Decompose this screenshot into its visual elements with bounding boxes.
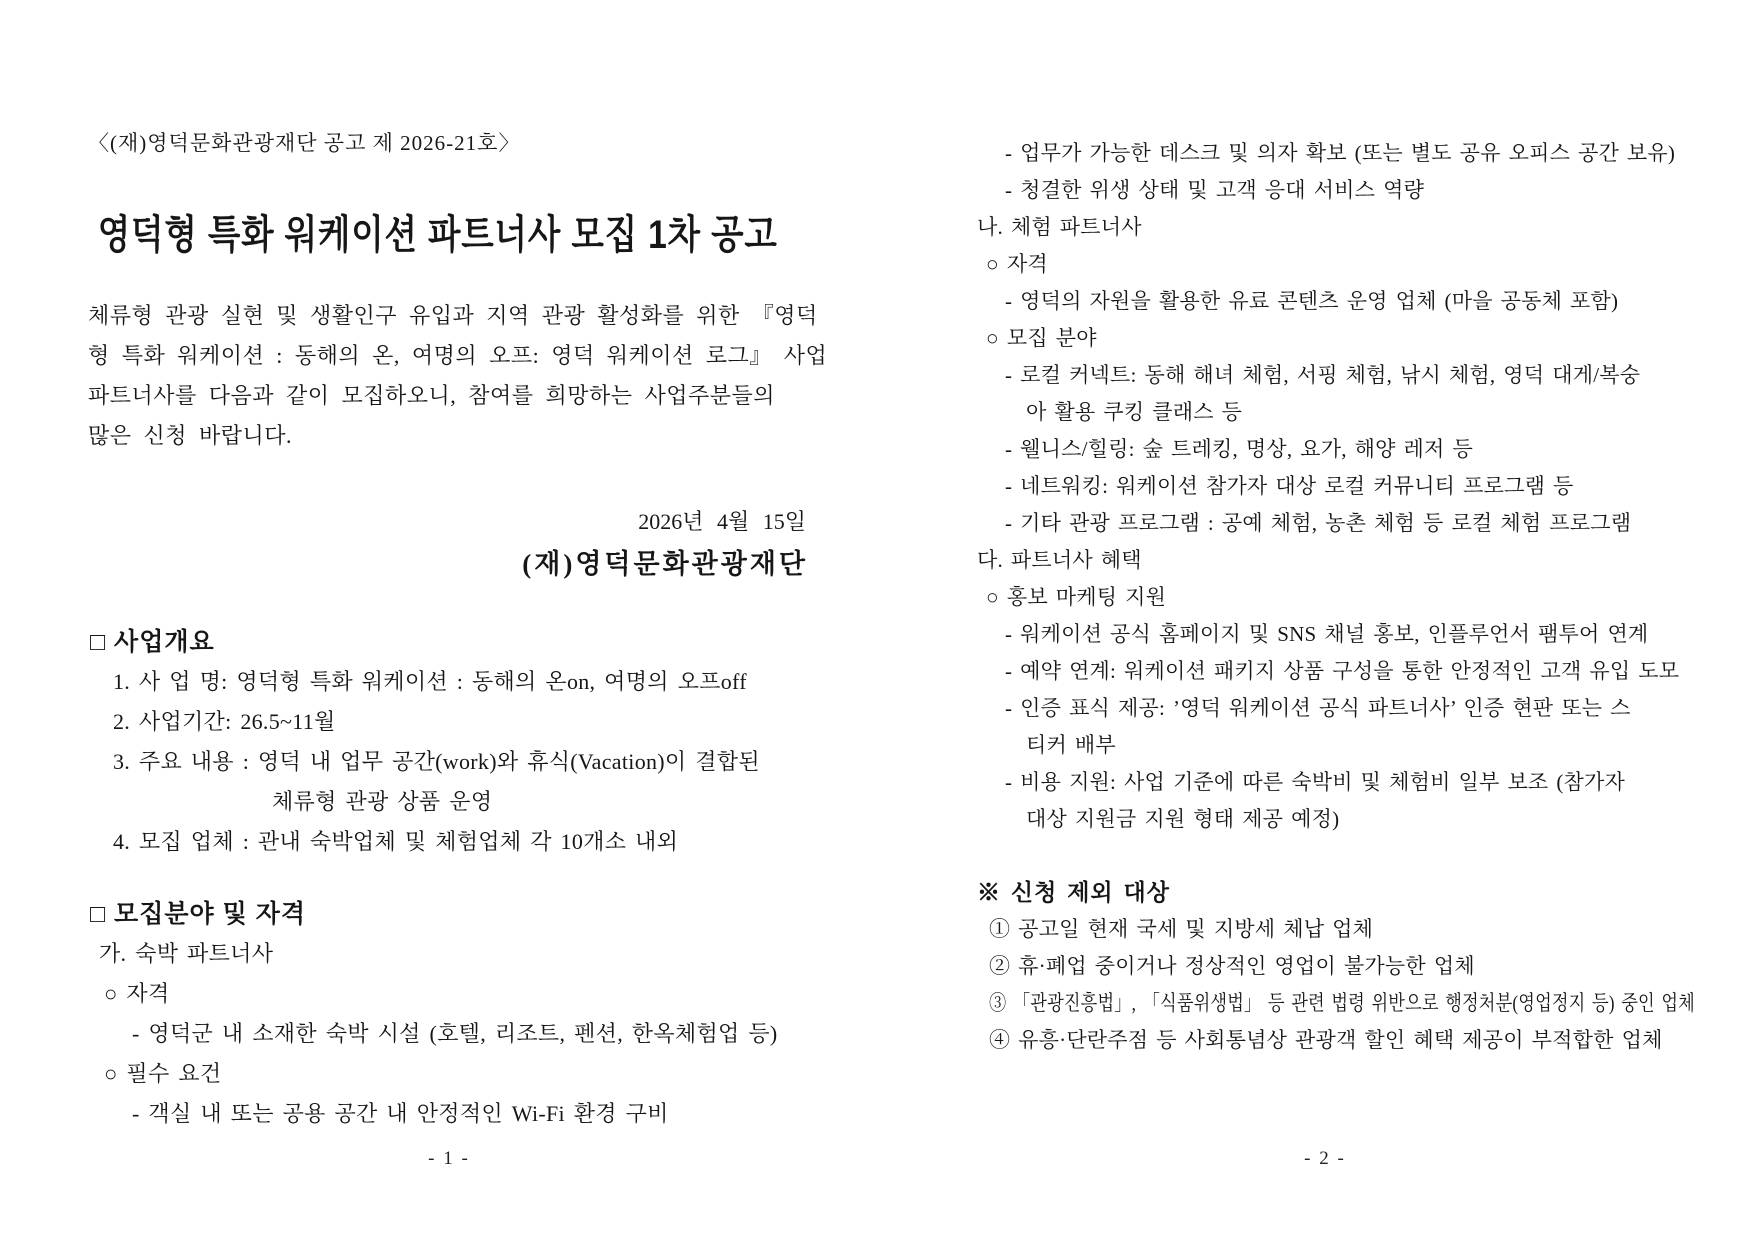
overview-heading: □ 사업개요 <box>90 628 215 656</box>
recruit-line-4: ○ 필수 요건 <box>104 1061 222 1086</box>
exclusion-item-3-text: ③ 「관광진흥법」, 「식품위생법」 등 관련 법령 위반으로 행정처분(영업정지 등) 중인 업체 <box>989 991 1695 1015</box>
recruit-line-5: - 객실 내 또는 공용 공간 내 안정적인 Wi-Fi 환경 구비 <box>132 1101 669 1126</box>
body-line-17: 티커 배부 <box>1026 733 1116 757</box>
exclusion-item-3 <box>876 985 1752 1022</box>
page-2-body <box>876 0 1752 1059</box>
body-line-6: ○ 모집 분야 <box>986 326 1097 350</box>
body-line-14: - 워케이션 공식 홈페이지 및 SNS 채널 홍보, 인플루언서 팸투어 연계 <box>1005 622 1649 646</box>
document-title-text: 영덕형 특화 워케이션 파트너사 모집 1차 공고 <box>98 213 778 257</box>
exclusion-item-1: ① 공고일 현재 국세 및 지방세 체납 업체 <box>989 917 1374 941</box>
overview-list <box>0 662 876 862</box>
page-2-number: - 2 - <box>1304 1148 1346 1169</box>
recruit-line-3: - 영덕군 내 소재한 숙박 시설 (호텔, 리조트, 펜션, 한옥체험업 등) <box>132 1021 778 1046</box>
overview-item-1: 1. 사 업 명: 영덕형 특화 워케이션 : 동해의 온on, 여명의 오프off <box>113 669 747 694</box>
body-line-15: - 예약 연계: 워케이션 패키지 상품 구성을 통한 안정적인 고객 유입 도모 <box>1005 659 1680 683</box>
body-line-4: ○ 자격 <box>986 252 1048 276</box>
body-line-16: - 인증 표식 제공: ’영덕 워케이션 공식 파트너사’ 인증 현판 또는 스 <box>1005 696 1631 720</box>
notice-number: 〈(재)영덕문화관광재단 공고 제 2026-21호〉 <box>88 131 521 155</box>
exclusion-item-4: ④ 유흥·단란주점 등 사회통념상 관광객 할인 혜택 제공이 부적합한 업체 <box>989 1028 1663 1052</box>
exclusion-heading: ※ 신청 제외 대상 <box>977 879 1170 905</box>
body-line-2: - 청결한 위생 상태 및 고객 응대 서비스 역량 <box>1005 178 1425 202</box>
body-line-7: - 로컬 커넥트: 동해 해녀 체험, 서핑 체험, 낚시 체험, 영덕 대게/복숭 <box>1005 363 1641 387</box>
overview-item-3: 3. 주요 내용 : 영덕 내 업무 공간(work)와 휴식(Vacation)이 결합된 <box>113 749 760 774</box>
body-line-12: 다. 파트너사 혜택 <box>977 548 1142 572</box>
body-line-13: ○ 홍보 마케팅 지원 <box>986 585 1167 609</box>
recruit-list <box>0 934 876 1134</box>
body-line-8: 아 활용 쿠킹 클래스 등 <box>1026 400 1243 424</box>
body-line-18: - 비용 지원: 사업 기준에 따른 숙박비 및 체험비 일부 보조 (참가자 <box>1005 770 1626 794</box>
intro-line-4: 많은 신청 바랍니다. <box>88 423 293 448</box>
overview-item-4: 4. 모집 업체 : 관내 숙박업체 및 체험업체 각 10개소 내외 <box>113 829 679 854</box>
body-line-11: - 기타 관광 프로그램 : 공예 체험, 농촌 체험 등 로컬 체험 프로그램 <box>1005 511 1632 535</box>
intro-line-3: 파트너사를 다음과 같이 모집하오니, 참여를 희망하는 사업주분들의 <box>88 383 776 408</box>
recruit-heading: □ 모집분야 및 자격 <box>90 900 306 928</box>
body-line-1: - 업무가 가능한 데스크 및 의자 확보 (또는 별도 공유 오피스 공간 보유) <box>1005 141 1676 165</box>
body-line-10: - 네트워킹: 워케이션 참가자 대상 로컬 커뮤니티 프로그램 등 <box>1005 474 1574 498</box>
exclusion-item-2: ② 휴·폐업 중이거나 정상적인 영업이 불가능한 업체 <box>989 954 1475 978</box>
intro-line-1: 체류형 관광 실현 및 생활인구 유입과 지역 관광 활성화를 위한 『영덕 <box>88 303 818 328</box>
body-line-9: - 웰니스/힐링: 숲 트레킹, 명상, 요가, 해양 레저 등 <box>1005 437 1473 461</box>
page-2 <box>876 0 1752 1240</box>
body-line-3: 나. 체험 파트너사 <box>977 215 1142 239</box>
intro-line-2: 형 특화 워케이션 : 동해의 온, 여명의 오프: 영덕 워케이션 로그』 사업 <box>88 343 828 368</box>
body-line-19: 대상 지원금 지원 형태 제공 예정) <box>1026 807 1340 831</box>
issue-date: 2026년 4월 15일 <box>638 509 806 534</box>
overview-item-3-cont: 체류형 관광 상품 운영 <box>272 789 493 814</box>
issuing-organization: (재)영덕문화관광재단 <box>522 549 808 579</box>
recruit-line-2: ○ 자격 <box>104 981 170 1006</box>
document-title <box>0 210 876 260</box>
overview-item-2: 2. 사업기간: 26.5~11월 <box>113 709 336 734</box>
page-1-number: - 1 - <box>428 1148 470 1169</box>
page-1 <box>0 0 876 1240</box>
recruit-line-1: 가. 숙박 파트너사 <box>99 941 274 966</box>
body-line-5: - 영덕의 자원을 활용한 유료 콘텐츠 운영 업체 (마을 공동체 포함) <box>1005 289 1619 313</box>
intro-paragraph <box>88 296 828 456</box>
